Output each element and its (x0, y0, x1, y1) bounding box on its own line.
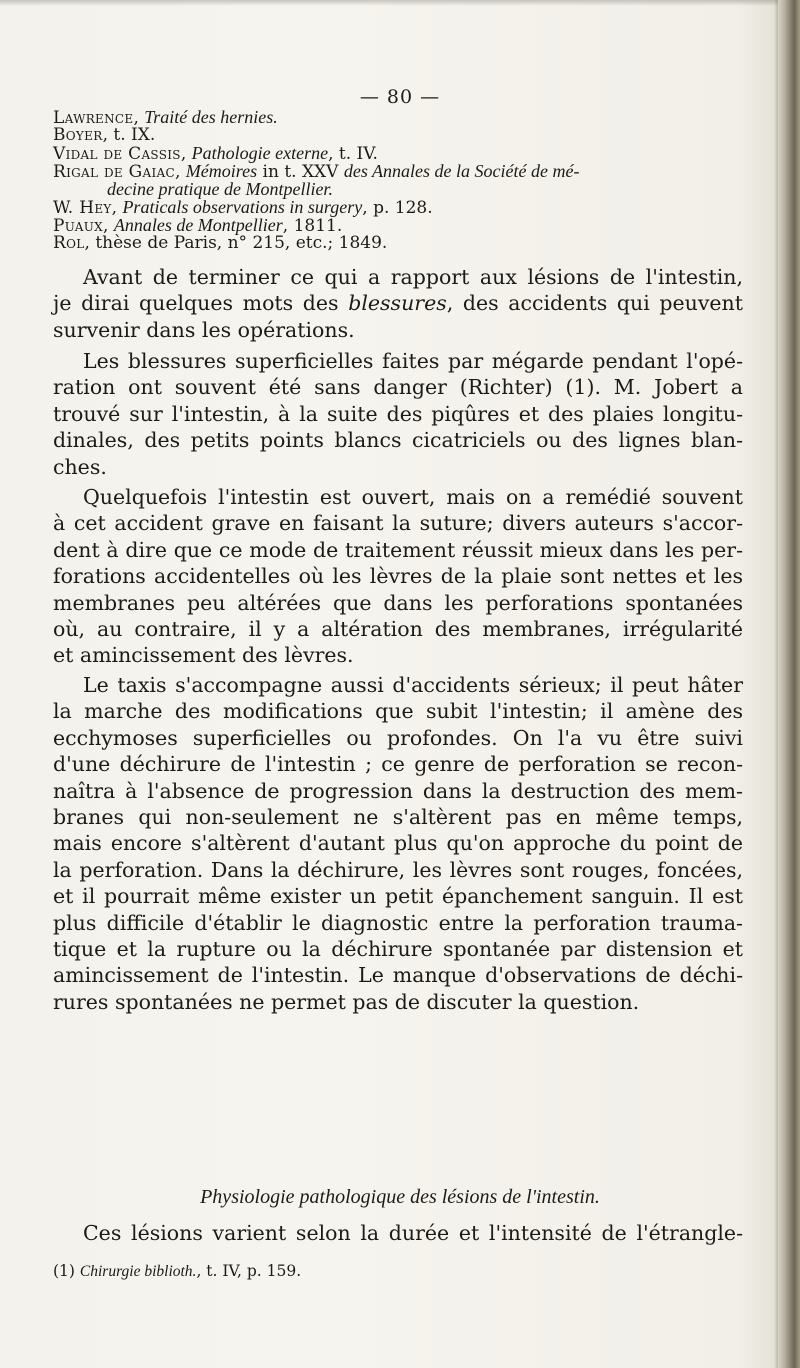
text-line: mais encore s'altèrent d'autant plus qu'on approche du point de (53, 831, 743, 856)
reference-boyer (53, 126, 155, 144)
text-line: survenir dans les opérations. (53, 317, 355, 342)
paragraph-4 (53, 672, 743, 1015)
ref-author: Boyer (53, 125, 103, 145)
ref-author: Rol (53, 233, 85, 253)
text-line: la marche des modifications que subit l'intestin; il amène des (53, 699, 743, 724)
text-line: à cet accident grave en faisant la suture; divers auteurs s'accor- (53, 511, 743, 536)
ref-title-2: des Annales de la Société de mé- (343, 161, 580, 181)
text-run: , des accidents qui peuvent (446, 291, 743, 316)
text-line: dinales, des petits points blancs cicatriciels ou des lignes blan- (53, 428, 743, 453)
ref-sep: , (174, 162, 186, 182)
text-line: Ces lésions varient selon la durée et l'intensité de l'étrangle- (83, 1221, 743, 1245)
reference-rol (53, 234, 387, 252)
text-line: rures spontanées ne permet pas de discuter la question. (53, 989, 640, 1014)
ref-title: Mémoires (185, 161, 258, 181)
ref-title: Pathologie externe (191, 143, 329, 163)
ref-details: , t. IV. (328, 144, 378, 164)
page-number: — 80 — (359, 86, 441, 108)
ref-title: Annales de Montpellier (113, 215, 283, 235)
ref-author: W. Hey (53, 198, 112, 218)
ref-sep: , (111, 198, 123, 218)
ref-author: Puaux (53, 216, 104, 236)
text-line: amincissement de l'intestin. Le manque d'observations de déchi- (53, 963, 743, 988)
text-line: la perforation. Dans la déchirure, les lèvres sont rouges, foncées, (53, 857, 743, 882)
text-line: branes qui non-seulement ne s'altèrent pas en même temps, (53, 805, 743, 830)
text-line: et amincissement des lèvres. (53, 643, 354, 668)
paragraph-2 (53, 348, 743, 480)
section-heading: Physiologie pathologique des lésions de l'intestin. (200, 1186, 600, 1208)
ref-details: in t. XXV (257, 162, 344, 182)
ref-title: Praticals observations in surgery (122, 197, 363, 217)
text-line: où, au contraire, il y a altération des membranes, irrégularité (53, 617, 743, 642)
text-line: ration ont souvent été sans danger (Richter) (1). M. Jobert a (53, 375, 743, 400)
ref-details: , thèse de Paris, n° 215, etc.; 1849. (84, 233, 388, 253)
ref-details: , 1811. (282, 216, 343, 236)
paragraph-5 (53, 1220, 743, 1246)
ref-details: , p. 128. (362, 198, 433, 218)
text-line: membranes peu altérées que dans les perforations spontanées (53, 590, 743, 615)
ref-author: Rigal de Gaiac (53, 162, 175, 182)
ref-title: Traité des hernies. (144, 107, 278, 127)
text-line: Les blessures superficielles faites par mégarde pendant l'opé- (83, 349, 743, 373)
text-line: tique et la rupture ou la déchirure spontanée par distension et (53, 937, 743, 962)
ref-sep: , (103, 216, 114, 236)
text-line: ecchymoses superficielles ou profondes. On l'a vu être suivi (53, 725, 743, 750)
text-line (53, 290, 743, 316)
ref-sep: , (180, 144, 192, 164)
ref-author: Vidal de Cassis (53, 144, 181, 164)
text-run: je dirai quelques mots des (53, 291, 349, 316)
ref-details: , t. IX. (102, 125, 156, 145)
text-line: plus difficile d'établir le diagnostic entre la perforation trauma- (53, 910, 743, 935)
text-line: Le taxis s'accompagne aussi d'accidents sérieux; il peut hâter (83, 673, 743, 697)
text-line: naîtra à l'absence de progression dans la destruction des mem- (53, 778, 743, 803)
text-line: Avant de terminer ce qui a rapport aux lésions de l'intestin, (83, 265, 743, 289)
text-line: et il pourrait même exister un petit épanchement sanguin. Il est (53, 884, 743, 909)
text-line: forations accidentelles où les lèvres de la plaie sont nettes et les (53, 564, 743, 589)
paragraph-1 (53, 264, 743, 343)
book-spine-edge (778, 0, 800, 1368)
paragraph-3 (53, 484, 743, 669)
page-top-shadow (0, 0, 800, 6)
text-line: trouvé sur l'intestin, à la suite des piqûres et des plaies longitu- (53, 401, 743, 426)
ref-sep: , (133, 108, 145, 128)
text-line: d'une déchirure de l'intestin ; ce genre de perforation se recon- (53, 752, 743, 777)
text-line: ches. (53, 454, 107, 479)
ref-title-continuation: decine pratique de Montpellier. (107, 179, 333, 199)
text-line: Quelquefois l'intestin est ouvert, mais on a remédié souvent (83, 485, 743, 509)
footnote-details: , t. IV, p. 159. (196, 1262, 302, 1280)
footnote-title: Chirurgie biblioth. (79, 1263, 197, 1280)
footnote (53, 1262, 301, 1281)
emphasis-blessures: blessures (348, 291, 447, 316)
ref-author: Lawrence (53, 108, 134, 128)
text-line: dent à dire que ce mode de traitement réussit mieux dans les per- (53, 537, 743, 562)
footnote-marker: (1) (53, 1262, 80, 1280)
